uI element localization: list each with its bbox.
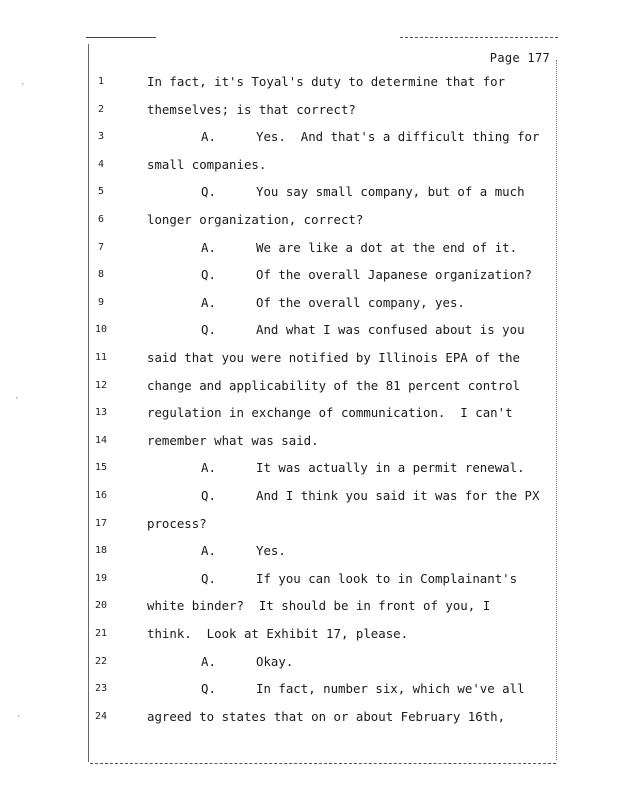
line-number: 8 [97, 269, 105, 281]
speaker-label: Q. [201, 267, 216, 283]
line-number: 14 [94, 434, 108, 446]
transcript-line [0, 266, 618, 286]
speaker-label: Q. [201, 681, 216, 697]
line-text: In fact, number six, which we've all [256, 681, 525, 697]
line-number: 23 [94, 683, 108, 695]
transcript-line [0, 321, 618, 341]
line-number: 16 [94, 490, 108, 501]
line-number: 13 [94, 407, 108, 419]
transcript-line [0, 349, 618, 369]
line-text: You say small company, but of a much [256, 184, 525, 200]
line-number: 17 [94, 517, 108, 529]
line-number: 9 [97, 296, 105, 308]
speaker-label: Q. [201, 488, 216, 503]
transcript-line [0, 156, 618, 176]
line-text: In fact, it's Toyal's duty to determine that for [147, 74, 506, 89]
transcript-line [0, 570, 618, 590]
transcript-line [0, 542, 618, 562]
transcript-line [0, 73, 618, 93]
line-text: change and applicability of the 81 percent control [147, 377, 520, 393]
line-text: Of the overall Japanese organization? [256, 267, 533, 283]
transcript-line [0, 653, 618, 673]
line-text: Okay. [256, 653, 294, 669]
transcript-line [0, 708, 618, 728]
transcript-line [0, 459, 618, 479]
transcript-line [0, 515, 618, 535]
speaker-label: A. [201, 653, 216, 669]
speaker-label: Q. [201, 322, 216, 338]
line-text: think. Look at Exhibit 17, please. [147, 626, 409, 641]
line-number: 1 [97, 76, 105, 87]
line-number: 10 [94, 324, 108, 336]
speaker-label: A. [201, 543, 216, 559]
speaker-label: Q. [201, 184, 216, 200]
line-text: It was actually in a permit renewal. [256, 460, 525, 476]
scan-speck: · [16, 712, 22, 722]
line-text: Yes. And that's a difficult thing for [256, 129, 540, 145]
line-number: 2 [97, 103, 105, 115]
speaker-label: A. [201, 294, 216, 310]
line-text: process? [147, 515, 207, 531]
speaker-label: A. [201, 460, 216, 476]
line-text: agreed to states that on or about February 16th, [147, 708, 506, 724]
line-text: Yes. [256, 543, 286, 559]
top-rule-right [400, 37, 558, 38]
line-text: And what I was confused about is you [256, 322, 525, 338]
line-number: 11 [94, 352, 108, 363]
line-text: Of the overall company, yes. [256, 294, 465, 310]
transcript-line [0, 625, 618, 645]
line-number: 15 [94, 462, 108, 474]
transcript-line [0, 101, 618, 121]
line-text: longer organization, correct? [147, 212, 364, 227]
transcript-line [0, 239, 618, 259]
transcript-line [0, 183, 618, 203]
line-number: 4 [97, 158, 105, 170]
transcript-line [0, 680, 618, 700]
transcript-line [0, 487, 618, 507]
line-number: 18 [94, 545, 108, 557]
transcript-line [0, 294, 618, 314]
line-text: regulation in exchange of communication. I can't [147, 405, 513, 421]
transcript-line [0, 128, 618, 148]
line-number: 7 [97, 241, 105, 253]
speaker-label: A. [201, 239, 216, 255]
scan-speck: · [20, 80, 26, 90]
line-text: If you can look to in Complainant's [256, 570, 518, 586]
transcript-line [0, 432, 618, 452]
line-number: 12 [94, 379, 108, 391]
speaker-label: Q. [201, 570, 216, 586]
speaker-label: A. [201, 129, 216, 145]
line-text: white binder? It should be in front of you, I [147, 598, 491, 614]
page-number-header: Page 177 [489, 51, 550, 65]
line-number: 6 [97, 214, 105, 225]
transcript-line [0, 404, 618, 424]
line-number: 20 [94, 600, 108, 612]
line-text: remember what was said. [147, 432, 319, 448]
line-text: We are like a dot at the end of it. [256, 239, 518, 255]
transcript-line [0, 211, 618, 231]
scan-speck: · [14, 394, 20, 404]
top-rule-left [86, 37, 156, 38]
line-number: 24 [94, 710, 108, 722]
line-text: themselves; is that correct? [147, 101, 356, 117]
line-number: 21 [94, 628, 108, 639]
transcript-line [0, 377, 618, 397]
line-text: said that you were notified by Illinois EPA of the [147, 350, 520, 365]
line-number: 19 [94, 572, 108, 584]
line-number: 5 [97, 186, 105, 198]
line-number: 3 [97, 131, 105, 143]
transcript-line [0, 597, 618, 617]
line-text: And I think you said it was for the PX [256, 488, 540, 503]
line-number: 22 [94, 655, 108, 667]
line-text: small companies. [147, 156, 267, 172]
bottom-rule [90, 763, 556, 764]
